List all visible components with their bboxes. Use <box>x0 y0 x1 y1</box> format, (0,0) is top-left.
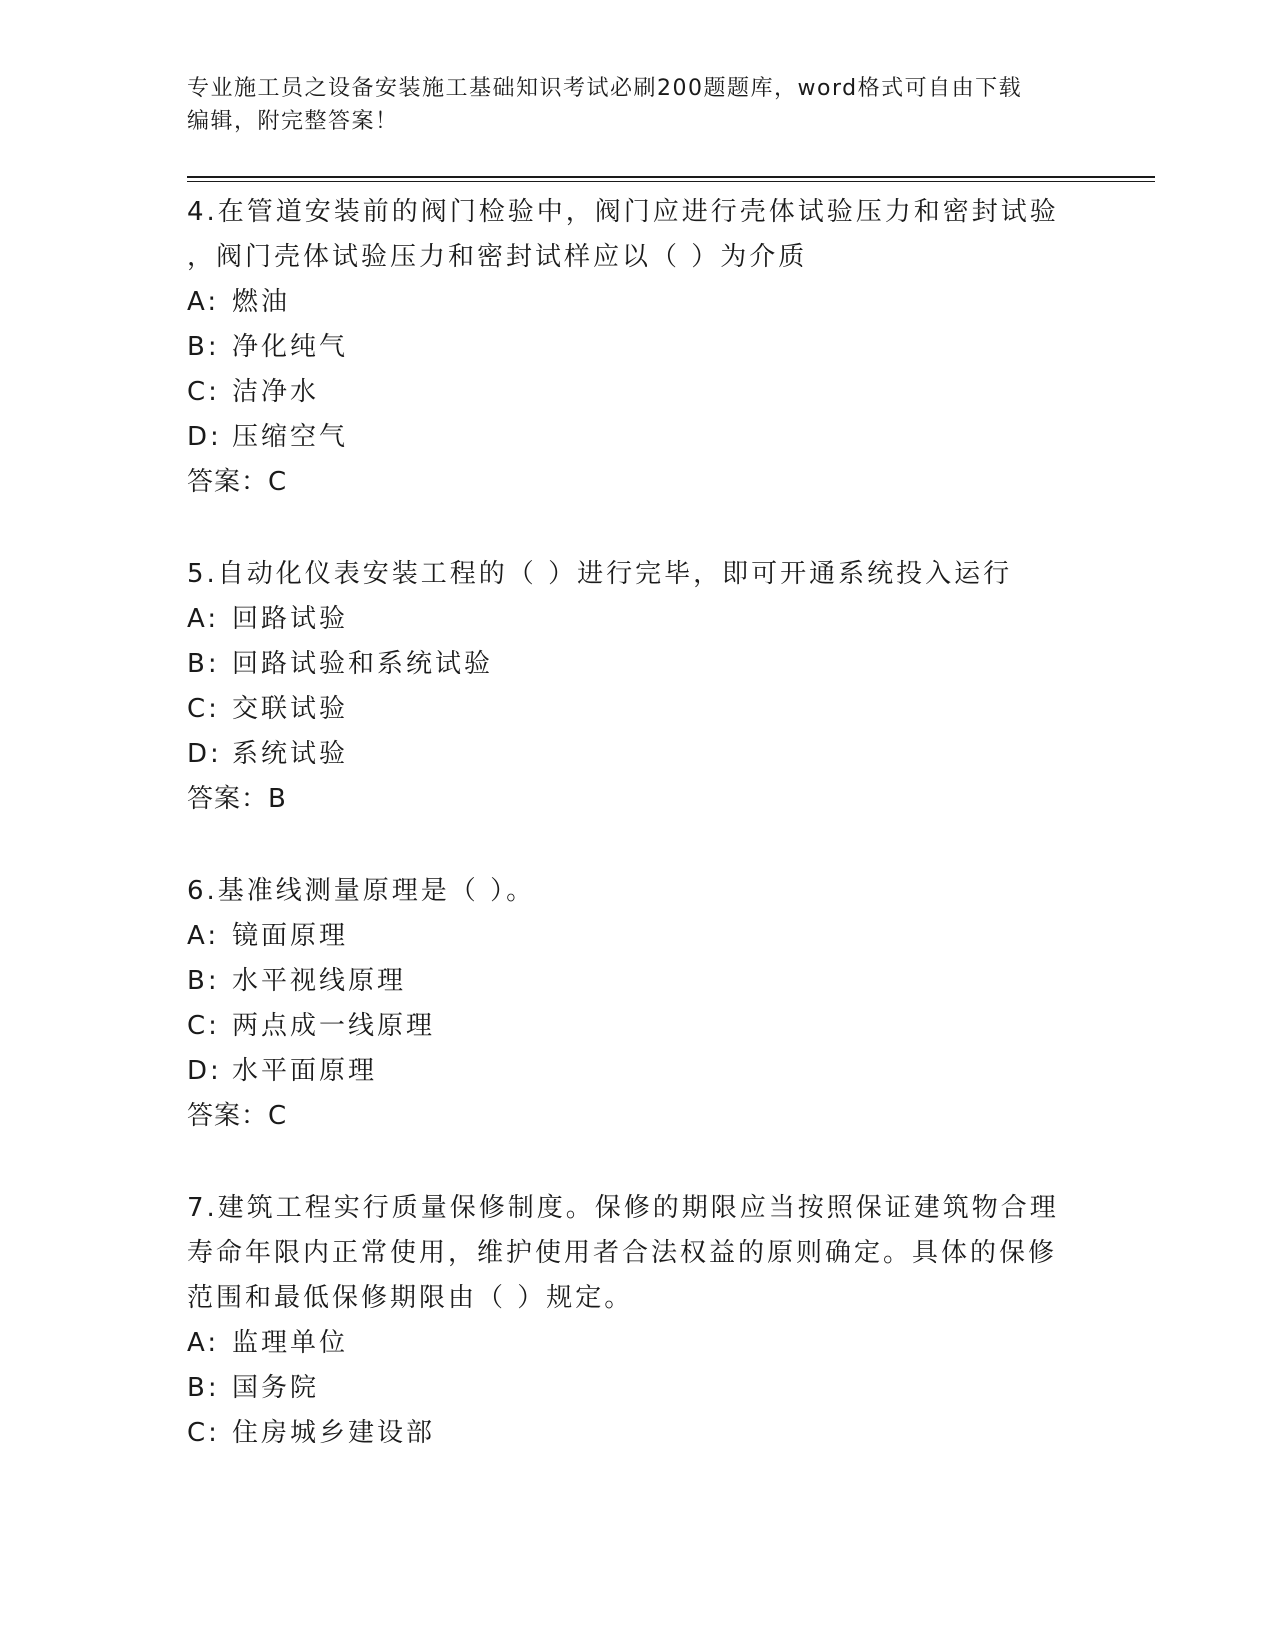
question-stem-line: 范围和最低保修期限由（ ）规定。 <box>187 1283 634 1313</box>
option-text: 回路试验 <box>232 604 349 634</box>
option-c <box>187 687 1087 732</box>
question-stem-line: 4.在管道安装前的阀门检验中，阀门应进行壳体试验压力和密封试验 <box>187 197 1059 227</box>
option-text: 洁净水 <box>232 377 320 407</box>
document-header <box>187 72 1087 138</box>
option-text: 监理单位 <box>232 1328 349 1358</box>
question-stem-line: 7.建筑工程实行质量保修制度。保修的期限应当按照保证建筑物合理 <box>187 1193 1059 1223</box>
option-letter: B: <box>187 649 220 679</box>
question-stem-line: 5.自动化仪表安装工程的（ ）进行完毕，即可开通系统投入运行 <box>187 559 1013 589</box>
option-text: 镜面原理 <box>232 921 349 951</box>
option-text: 净化纯气 <box>232 332 349 362</box>
question-stem-line: 寿命年限内正常使用，维护使用者合法权益的原则确定。具体的保修 <box>187 1238 1058 1268</box>
option-b <box>187 642 1087 687</box>
option-d <box>187 415 1087 460</box>
option-text: 交联试验 <box>232 694 349 724</box>
option-letter: C: <box>187 694 220 724</box>
option-letter: A: <box>187 921 220 951</box>
option-text: 回路试验和系统试验 <box>232 649 494 679</box>
option-text: 水平面原理 <box>232 1056 378 1086</box>
option-letter: B: <box>187 966 220 996</box>
option-text: 住房城乡建设部 <box>232 1418 436 1448</box>
option-letter: A: <box>187 604 220 634</box>
answer-line: 答案：C <box>187 1101 288 1131</box>
question-stem-line: 6.基准线测量原理是（ ）。 <box>187 876 536 906</box>
option-letter: D: <box>187 1056 222 1086</box>
option-text: 两点成一线原理 <box>232 1011 436 1041</box>
question-4 <box>187 190 1087 505</box>
question-5 <box>187 552 1087 822</box>
question-stem-line: ，阀门壳体试验压力和密封试样应以（ ）为介质 <box>187 242 808 272</box>
option-text: 压缩空气 <box>232 422 349 452</box>
option-text: 系统试验 <box>232 739 349 769</box>
answer-line: 答案：C <box>187 467 288 497</box>
option-text: 国务院 <box>232 1373 320 1403</box>
option-letter: A: <box>187 1328 220 1358</box>
answer-line: 答案：B <box>187 784 287 814</box>
option-a <box>187 280 1087 325</box>
question-6 <box>187 869 1087 1139</box>
option-letter: C: <box>187 1418 220 1448</box>
option-text: 水平视线原理 <box>232 966 407 996</box>
option-letter: B: <box>187 1373 220 1403</box>
header-divider-thin <box>187 181 1155 182</box>
option-b <box>187 1366 1087 1411</box>
header-divider-thick <box>187 176 1155 178</box>
option-a <box>187 1321 1087 1366</box>
option-letter: C: <box>187 377 220 407</box>
option-a <box>187 914 1087 959</box>
option-letter: B: <box>187 332 220 362</box>
option-b <box>187 959 1087 1004</box>
option-a <box>187 597 1087 642</box>
option-c <box>187 370 1087 415</box>
header-line-2: 编辑，附完整答案！ <box>187 109 399 134</box>
option-b <box>187 325 1087 370</box>
option-letter: D: <box>187 422 222 452</box>
question-7 <box>187 1186 1087 1456</box>
option-d <box>187 1049 1087 1094</box>
option-letter: D: <box>187 739 222 769</box>
option-c <box>187 1004 1087 1049</box>
option-c <box>187 1411 1087 1456</box>
option-d <box>187 732 1087 777</box>
header-line-1: 专业施工员之设备安装施工基础知识考试必刷200题题库，word格式可自由下载 <box>187 76 1023 101</box>
question-list <box>187 190 1087 1503</box>
option-text: 燃油 <box>232 287 291 317</box>
option-letter: A: <box>187 287 220 317</box>
option-letter: C: <box>187 1011 220 1041</box>
